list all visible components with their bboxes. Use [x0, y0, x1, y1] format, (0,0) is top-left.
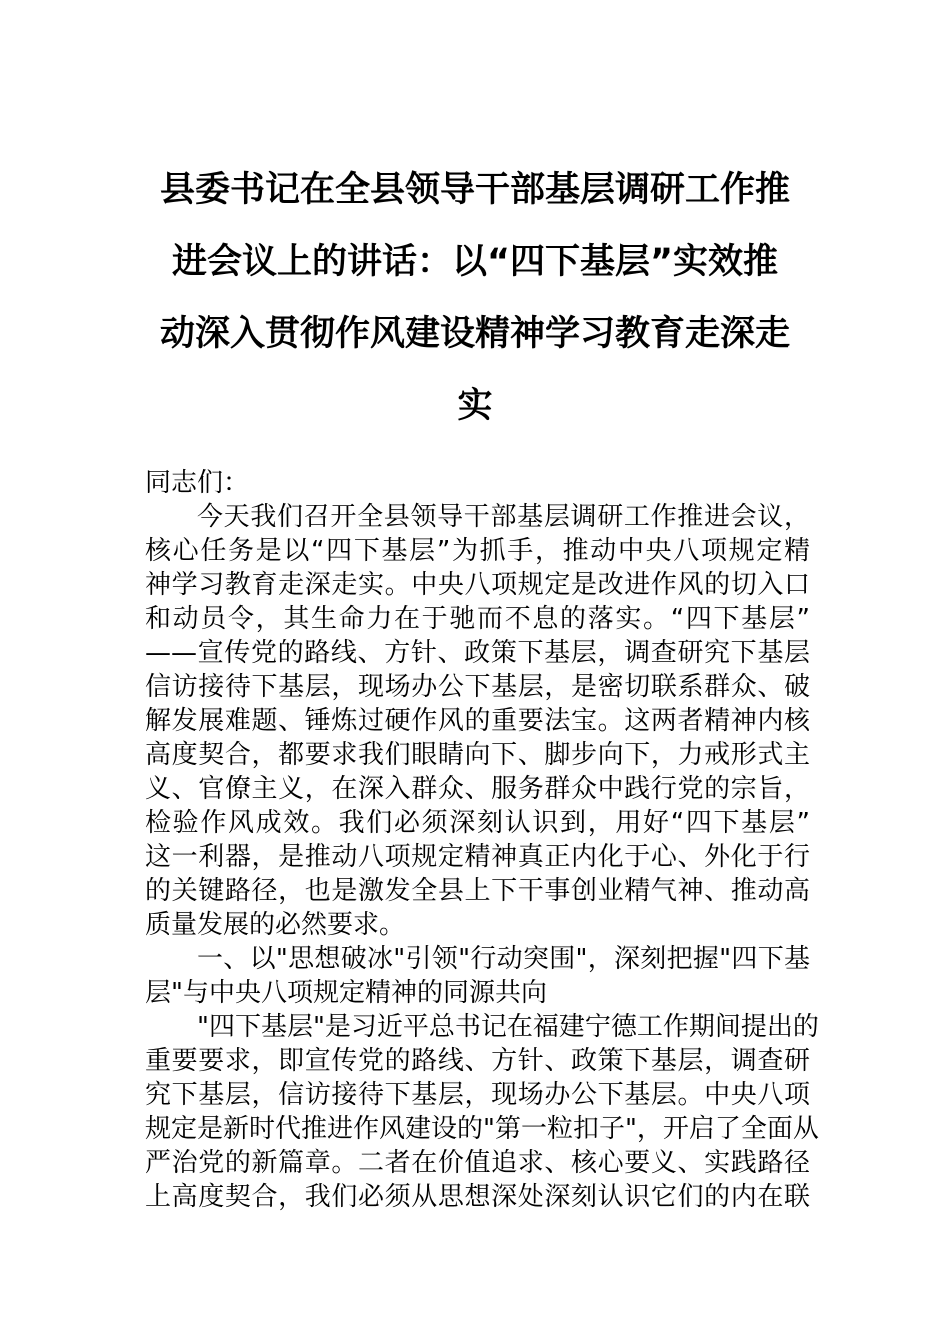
paragraph-line: 义、官僚主义，在深入群众、服务群众中践行党的宗旨，: [145, 774, 810, 804]
paragraph-line: 高度契合，都要求我们眼睛向下、脚步向下，力戒形式主: [145, 740, 810, 770]
paragraph-line: 今天我们召开全县领导干部基层调研工作推进会议，: [197, 502, 810, 532]
paragraph-line: 解发展难题、锤炼过硬作风的重要法宝。这两者精神内核: [145, 706, 810, 736]
paragraph-line: 检验作风成效。我们必须深刻认识到，用好“四下基层”: [145, 808, 810, 838]
paragraph-line: 和动员令，其生命力在于驰而不息的落实。“四下基层”: [145, 604, 810, 634]
title-line: 县委书记在全县领导干部基层调研工作推: [159, 170, 790, 210]
title-line: 实: [457, 386, 493, 426]
paragraph-line: 信访接待下基层，现场办公下基层，是密切联系群众、破: [145, 672, 810, 702]
paragraph-line: 重要要求，即宣传党的路线、方针、政策下基层，调查研: [145, 1046, 810, 1076]
title-line: 进会议上的讲话：以“四下基层”实效推: [171, 242, 778, 282]
paragraph-line: 规定是新时代推进作风建设的"第一粒扣子"，开启了全面从: [145, 1114, 819, 1144]
title-line: 动深入贯彻作风建设精神学习教育走深走: [159, 314, 790, 354]
paragraph-line: 神学习教育走深走实。中央八项规定是改进作风的切入口: [145, 570, 810, 600]
paragraph-line: ——宣传党的路线、方针、政策下基层，调查研究下基层: [145, 638, 810, 668]
paragraph-line: 究下基层，信访接待下基层，现场办公下基层。中央八项: [145, 1080, 810, 1110]
section-heading-line: 层"与中央八项规定精神的同源共向: [145, 978, 547, 1008]
document-title: [150, 160, 800, 436]
paragraph-line: 这一利器，是推动八项规定精神真正内化于心、外化于行: [145, 842, 810, 872]
paragraph-line: 核心任务是以“四下基层”为抓手，推动中央八项规定精: [145, 536, 810, 566]
paragraph-line: 上高度契合，我们必须从思想深处深刻认识它们的内在联: [145, 1182, 810, 1212]
document-body: [145, 466, 819, 1214]
paragraph-line: "四下基层"是习近平总书记在福建宁德工作期间提出的: [197, 1012, 819, 1042]
paragraph-line: 的关键路径，也是激发全县上下干事创业精气神、推动高: [145, 876, 810, 906]
paragraph-line: 严治党的新篇章。二者在价值追求、核心要义、实践路径: [145, 1148, 810, 1178]
section-heading-line: 一、以"思想破冰"引领"行动突围"，深刻把握"四下基: [197, 944, 810, 974]
salutation: 同志们：: [145, 468, 250, 498]
paragraph-line: 质量发展的必然要求。: [145, 910, 406, 940]
